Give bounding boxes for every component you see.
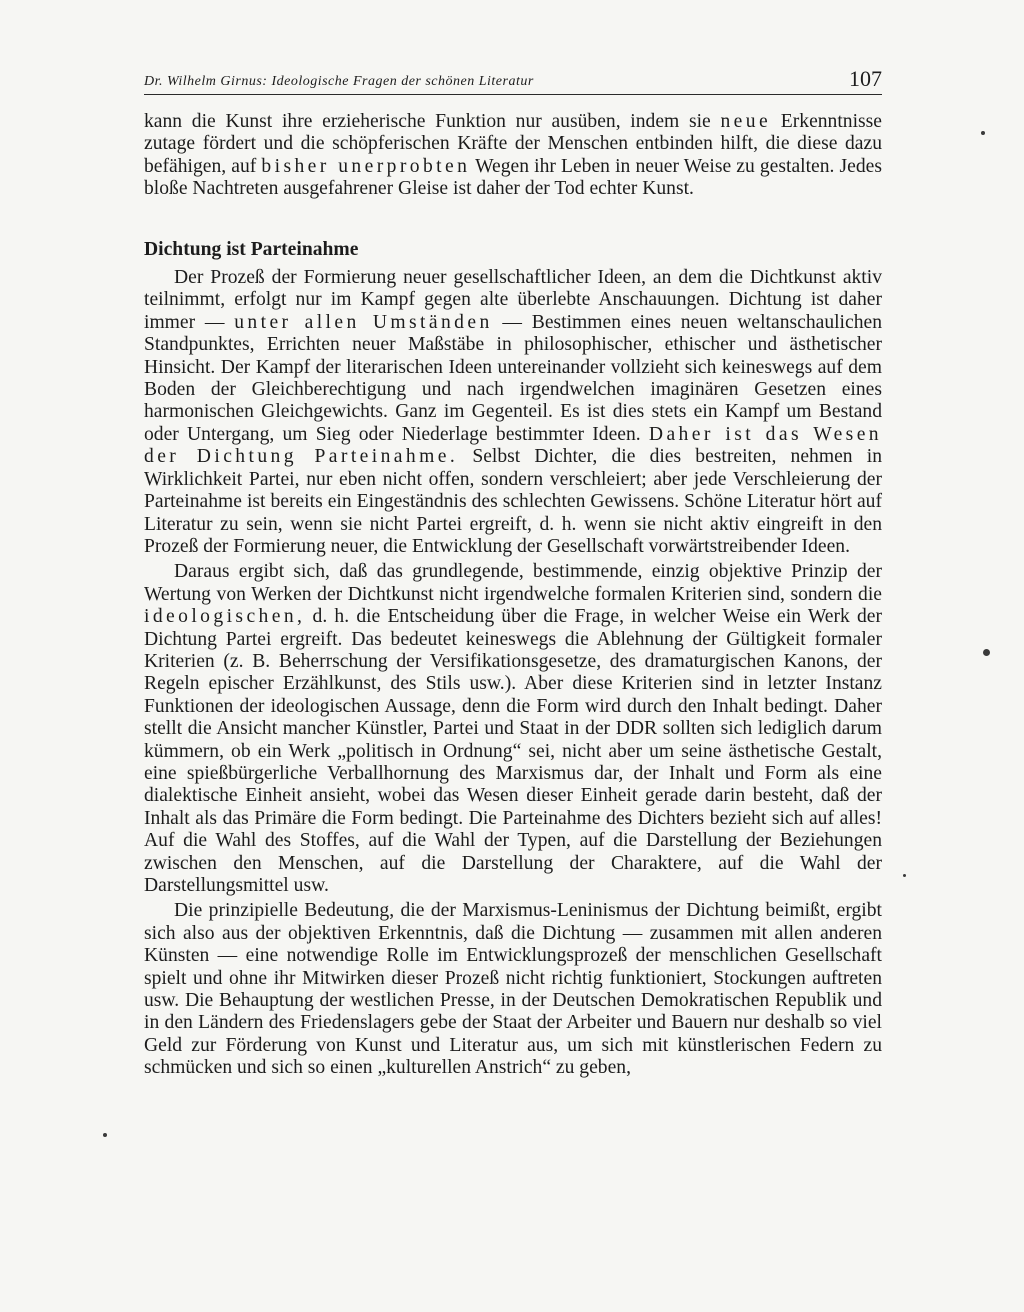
scan-speck: [983, 649, 990, 656]
emphasized-text: neue: [720, 111, 772, 132]
intro-paragraph: [144, 111, 882, 201]
section-heading: Dichtung ist Parteinahme: [144, 238, 359, 260]
text-run: Selbst Dichter, die dies bestreiten, nehmen in Wirklichkeit Partei, nur eben nicht offen, sondern verschleiert; aber jede Verschleierung der Parteinahme ist bereits ein Eingeständnis des schlechten Gewissens. Schöne Literatur hört auf Literatur zu sein, wenn sie nicht Partei ergreift, d. h. wenn sie nicht aktiv eingreift in den Prozeß der Formierung neuer, die Entwicklung der Gesellschaft vorwärtstreibender Ideen.: [144, 446, 882, 557]
emphasized-text: ideologischen,: [144, 606, 306, 628]
paragraph-3: Die prinzipielle Bedeutung, die der Marxismus-Leninismus der Dichtung beimißt, ergibt sich also aus der objektiven Erkenntnis, daß die Dichtung — zusammen mit allen anderen Künsten — eine notwendige Rolle im Entwicklungsprozeß der menschlichen Gesellschaft spielt und ohne ihr Mitwirken dieser Prozeß nicht richtig funktioniert, Stockungen auftreten usw. Die Behauptung der westlichen Presse, in der Deutschen Demokratischen Republik und in den Ländern des Friedenslagers gebe der Staat der Arbeiter und Bauern nur deshalb so viel Geld zur Förderung von Kunst und Literatur aus, um sich mit künstlerischen Federn zu schmücken und sich so einen „kulturellen Anstrich“ zu geben,: [144, 900, 882, 1079]
text-run: Daraus ergibt sich, daß das grundlegende, bestimmende, einzig objektive Prinzip der Wertung von Werken der Dichtkunst nicht irgendwelche formalen Kriterien sind, sondern die: [144, 561, 882, 605]
paragraph-1: [144, 267, 882, 558]
text-run: Erkenntnisse zutage fördert und die schöpferischen Kräfte der Menschen entbinden hilft, die diese dazu befähigen, auf: [144, 111, 882, 177]
book-page: [144, 60, 882, 1080]
paragraph-2: [144, 561, 882, 897]
text-run: Der Prozeß der Formierung neuer gesellschaftlicher Ideen, an dem die Dichtkunst aktiv teilnimmt, erfolgt nur im Kampf gegen alte überlebte Anschauungen. Dichtung ist daher immer —: [144, 267, 882, 333]
scan-speck: [903, 874, 906, 877]
scan-speck: [981, 131, 985, 135]
body-text: [144, 111, 882, 1080]
emphasized-text: unter allen Umständen: [234, 311, 493, 333]
text-run: — Bestimmen eines neuen weltanschaulichen Standpunktes, Errichten neuer Maßstäbe in philosophischer, ethischer und ästhetischer Hinsicht. Der Kampf der literarischen Ideen untereinander vollzieht sich keineswegs auf dem Boden der Gleichberechtigung und nach irgendwelchen imaginären Gesetzen eines harmonischen Gleichgewichts. Ganz im Gegenteil. Es ist dies stets ein Kampf um Bestand oder Untergang, um Sieg oder Niederlage bestimmter Ideen.: [144, 311, 882, 445]
text-run: kann die Kunst ihre erzieherische Funktion nur ausüben, indem sie: [144, 111, 721, 132]
running-header: [144, 60, 882, 95]
page-number: 107: [849, 66, 882, 91]
text-run: d. h. die Entscheidung über die Frage, in welcher Weise ein Werk der Dichtung Partei ergreift. Das bedeutet keineswegs die Ablehnung der Gültigkeit formaler Kriterien (z. B. Beherrschung der Versifikationsgesetze, des dramaturgischen Kanons, der Regeln epischer Erzählkunst, des Stils usw.). Aber diese Kriterien sind in letzter Instanz Funktionen der ideologischen Aussage, denn die Form wird durch den Inhalt bedingt. Daher stellt die Ansicht mancher Künstler, Partei und Staat in der DDR sollten sich lediglich darum kümmern, ob ein Werk „politisch in Ordnung“ sei, nicht aber um seine ästhetische Gestalt, eine spießbürgerliche Verballhornung des Marxismus dar, der Inhalt und Form als eine dialektische Einheit ansieht, wobei das Wesen dieser Einheit gerade darin besteht, daß der Inhalt als das Primäre die Form bedingt. Die Parteinahme des Dichters bezieht sich auf alles! Auf die Wahl des Stoffes, auf die Wahl der Typen, auf die Darstellung der Beziehungen zwischen den Menschen, auf die Darstellung der Charaktere, auf die Wahl der Darstellungsmittel usw.: [144, 606, 882, 896]
emphasized-text: Daher ist das Wesen der Dichtung Parteinahme.: [144, 423, 882, 468]
text-run: Wegen ihr Leben in neuer Weise zu gestalten. Jedes bloße Nachtreten ausgefahrener Gleise ist daher der Tod echter Kunst.: [144, 155, 882, 200]
running-title: Dr. Wilhelm Girnus: Ideologische Fragen der schönen Literatur: [144, 74, 534, 89]
emphasized-text: bisher unerprobten: [261, 155, 471, 177]
scan-speck: [103, 1133, 107, 1137]
